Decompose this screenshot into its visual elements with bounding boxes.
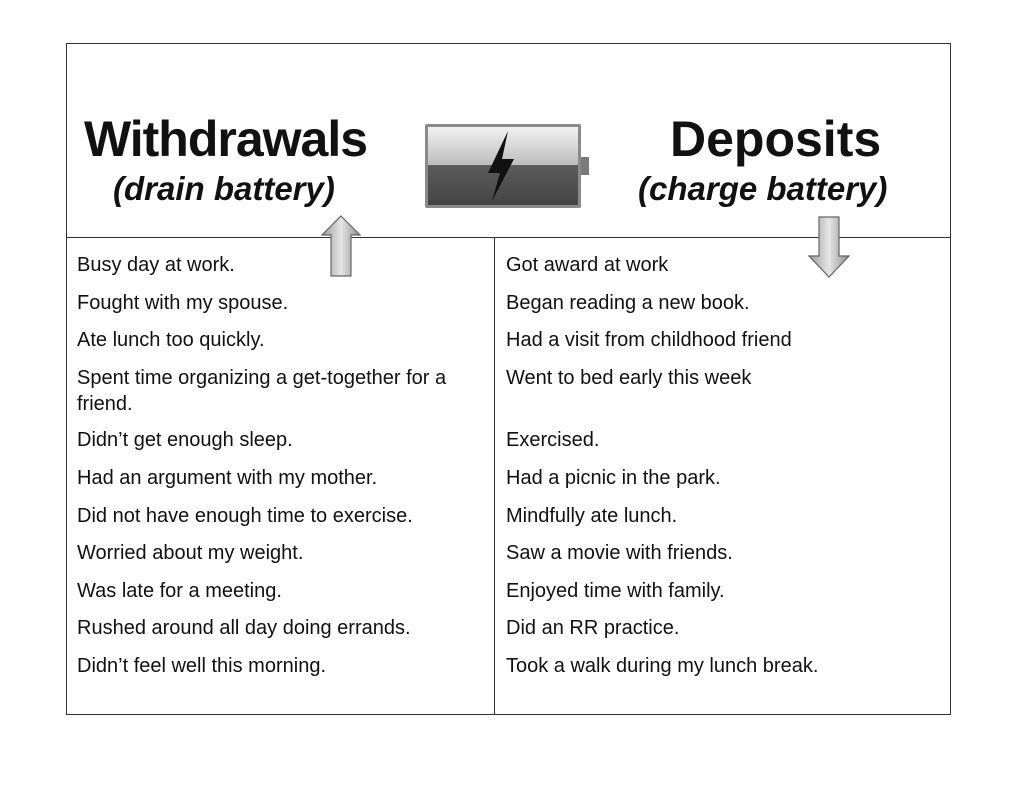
withdrawal-item: Rushed around all day doing errands. — [77, 617, 411, 640]
withdrawal-item: Didn’t feel well this morning. — [77, 654, 326, 677]
deposit-item: Exercised. — [506, 429, 600, 452]
withdrawal-item: Had an argument with my mother. — [77, 466, 378, 489]
deposit-item: Had a picnic in the park. — [506, 466, 721, 489]
deposit-item: Did an RR practice. — [506, 617, 680, 640]
deposit-item: Began reading a new book. — [506, 291, 750, 314]
withdrawals-subtitle: (drain battery) — [113, 170, 335, 207]
deposit-item: Took a walk during my lunch break. — [506, 654, 819, 677]
withdrawal-item: Fought with my spouse. — [77, 291, 289, 314]
withdrawal-item: Worried about my weight. — [77, 542, 304, 565]
withdrawal-item: Busy day at work. — [77, 254, 235, 276]
deposits-list — [506, 252, 936, 691]
battery-worksheet — [66, 43, 951, 715]
column-divider — [494, 238, 495, 715]
deposit-item: Saw a movie with friends. — [506, 542, 733, 565]
worksheet-header — [67, 44, 950, 238]
deposit-item: Mindfully ate lunch. — [506, 504, 678, 527]
withdrawal-item: Was late for a meeting. — [77, 579, 282, 602]
withdrawal-item: Ate lunch too quickly. — [77, 329, 265, 352]
withdrawal-item: Spent time organizing a get-together for a friend. — [77, 366, 447, 415]
deposit-item: Went to bed early this week — [506, 366, 752, 389]
withdrawals-list — [77, 252, 487, 691]
withdrawals-title: Withdrawals — [84, 111, 368, 167]
entries-table — [67, 238, 950, 715]
deposits-subtitle: (charge battery) — [638, 170, 888, 207]
deposit-item: Enjoyed time with family. — [506, 579, 725, 602]
deposits-title: Deposits — [670, 111, 882, 167]
withdrawal-item: Did not have enough time to exercise. — [77, 504, 413, 527]
withdrawal-item: Didn’t get enough sleep. — [77, 429, 293, 452]
deposit-item: Had a visit from childhood friend — [506, 329, 792, 352]
battery-charging-icon — [424, 121, 592, 211]
deposit-item: Got award at work — [506, 254, 669, 276]
